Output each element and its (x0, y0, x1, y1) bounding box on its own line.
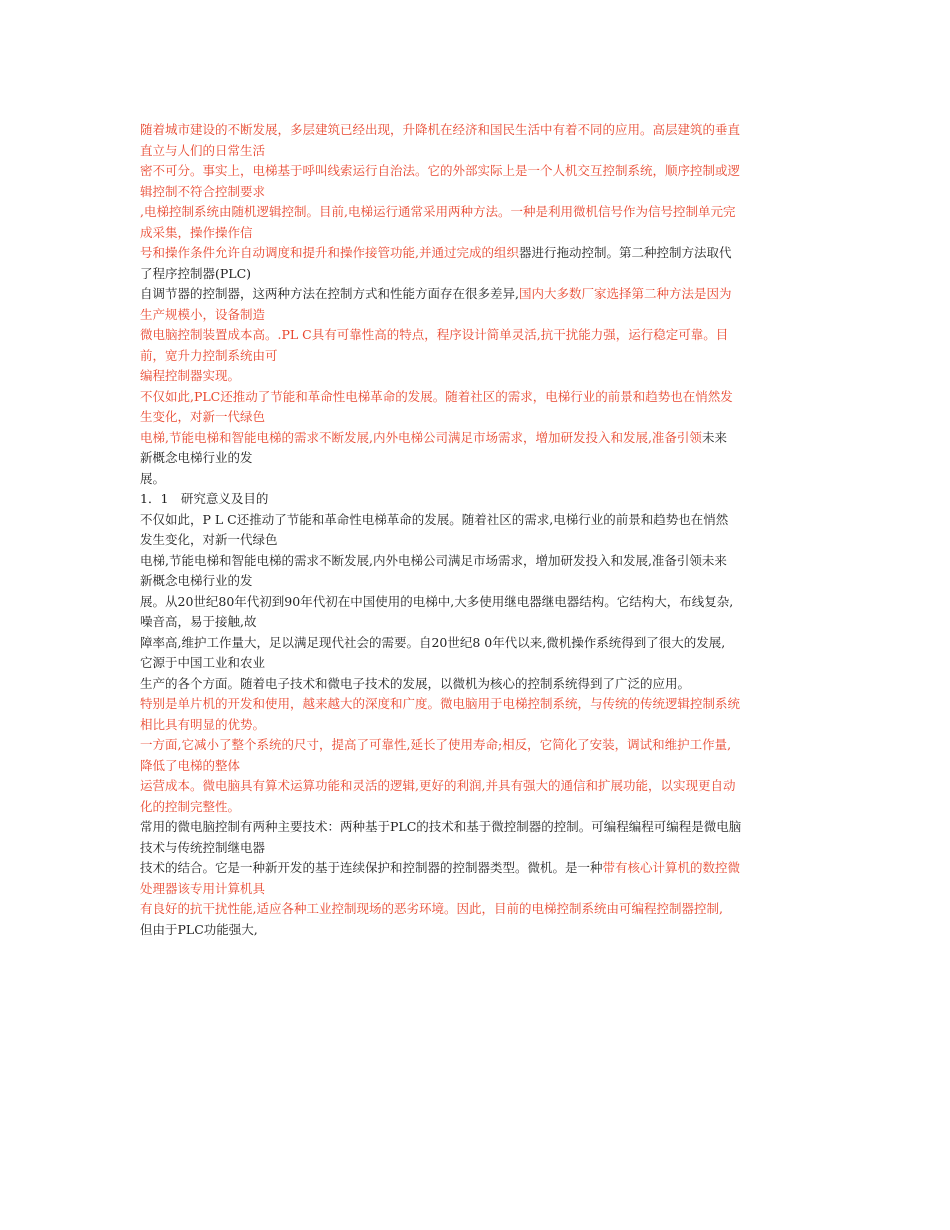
text-segment: 自调节器的控制器，这两种方法在控制方式和性能方面存在很多差异, (140, 286, 519, 301)
text-line (140, 817, 815, 838)
highlighted-text-segment: 带有核心计算机的数控微 (602, 860, 741, 875)
highlighted-text-segment: 生产规模小，设备制造 (140, 306, 266, 322)
highlighted-text-segment: 直立与人们的日常生活 (140, 142, 266, 158)
highlighted-text-segment: 一方面,它减小了整个系统的尺寸，提高了可靠性,延长了使用寿命;相反，它简化了安装，调试和维护工作量, (140, 737, 732, 752)
text-line (140, 653, 815, 674)
text-line (140, 756, 815, 777)
text-line (140, 161, 815, 182)
text-segment: 噪音高，易于接触,故 (140, 614, 257, 629)
text-line (140, 797, 815, 818)
text-line (140, 264, 815, 285)
highlighted-text-segment: 相比具有明显的优势。 (140, 716, 266, 732)
highlighted-text-segment: 微电脑控制装置成本高。.PL C具有可靠性高的特点，程序设计简单灵活,抗干扰能力强，运行稳定可靠。目 (140, 327, 729, 342)
highlighted-text-segment: 化的控制完整性。 (140, 798, 241, 814)
text-line (140, 899, 815, 920)
text-segment: 技术与传统控制继电器 (140, 839, 266, 855)
text-segment: 电梯,节能电梯和智能电梯的需求不断发展,内外电梯公司满足市场需求，增加研发投入和发展,准备引领未来 (140, 552, 727, 568)
text-line (140, 551, 815, 572)
highlighted-text-segment: ,电梯控制系统由随机逻辑控制。目前,电梯运行通常采用两种方法。一种是利用微机信号作为信号控制单元完 (140, 204, 736, 219)
highlighted-text-segment: 运营成本。微电脑具有算术运算功能和灵活的逻辑,更好的利润,并具有强大的通信和扩展功能，以实现更自动 (140, 778, 736, 793)
text-line (140, 858, 815, 879)
body-text (140, 120, 815, 940)
text-line (140, 325, 815, 346)
text-line (140, 592, 815, 613)
text-segment: 常用的微电脑控制有两种主要技术：两种基于PLC的技术和基于微控制器的控制。可编程编程可编程是微电脑 (140, 819, 742, 834)
highlighted-text-segment: 前，宽升力控制系统由可 (140, 347, 278, 363)
highlighted-text-segment: 生变化，对新一代绿色 (140, 409, 266, 424)
highlighted-text-segment: 电梯,节能电梯和智能电梯的需求不断发展,内外电梯公司满足市场需求，增加研发投入和发展,准备引领 (140, 429, 702, 445)
text-line (140, 920, 815, 941)
text-line (140, 879, 815, 900)
text-line (140, 469, 815, 490)
highlighted-text-segment: 国内大多数厂家选择第二种方法是因为 (518, 286, 732, 301)
text-segment: 展。 (140, 470, 166, 486)
text-line (140, 776, 815, 797)
text-segment: 未来 (701, 429, 727, 445)
text-line (140, 366, 815, 387)
text-line (140, 489, 815, 510)
text-line (140, 141, 815, 162)
text-segment: 器进行拖动控制。第二种控制方法取代 (518, 245, 732, 260)
text-line (140, 284, 815, 305)
text-line (140, 305, 815, 326)
text-segment: 新概念电梯行业的发 (140, 573, 253, 588)
text-segment: 发生变化，对新一代绿色 (140, 532, 278, 547)
highlighted-text-segment: 密不可分。事实上，电梯基于呼叫线索运行自治法。它的外部实际上是一个人机交互控制系统，顺序控制或逻 (140, 163, 741, 178)
text-segment: 1．1 研究意义及目的 (140, 491, 269, 506)
text-line (140, 838, 815, 859)
highlighted-text-segment: 辑控制不符合控制要求 (140, 183, 266, 199)
text-line (140, 448, 815, 469)
text-line (140, 182, 815, 203)
text-line (140, 530, 815, 551)
highlighted-text-segment: 特别是单片机的开发和使用，越来越大的深度和广度。微电脑用于电梯控制系统，与传统的传统逻辑控制系统 (140, 696, 741, 711)
text-segment: 技术的结合。它是一种新开发的基于连续保护和控制器的控制器类型。微机。是一种 (140, 860, 603, 875)
highlighted-text-segment: 成采集，操作操作信 (140, 224, 253, 240)
text-line (140, 346, 815, 367)
highlighted-text-segment: 号和操作条件允许自动调度和提升和操作接管功能,并通过完成的组织 (140, 245, 519, 260)
text-line (140, 715, 815, 736)
highlighted-text-segment: 处理器该专用计算机具 (140, 880, 266, 896)
text-segment: 障率高,维护工作量大，足以满足现代社会的需要。自20世纪8 0年代以来,微机操作系统得到了很大的发展, (140, 634, 726, 650)
text-line (140, 571, 815, 592)
text-line (140, 243, 815, 264)
text-line (140, 428, 815, 449)
text-line (140, 223, 815, 244)
highlighted-text-segment: 不仅如此,PLC还推动了节能和革命性电梯革命的发展。随着社区的需求，电梯行业的前景和趋势也在悄然发 (140, 388, 733, 404)
highlighted-text-segment: 降低了电梯的整体 (140, 757, 241, 773)
text-segment: 但由于PLC功能强大, (140, 921, 258, 937)
highlighted-text-segment: 随着城市建设的不断发展，多层建筑已经出现，升降机在经济和国民生活中有着不同的应用。高层建筑的垂直 (140, 122, 741, 137)
text-segment: 新概念电梯行业的发 (140, 450, 253, 465)
text-line (140, 120, 815, 141)
text-segment: 它源于中国工业和农业 (140, 655, 266, 670)
text-line (140, 407, 815, 428)
text-line (140, 612, 815, 633)
highlighted-text-segment: 编程控制器实现。 (140, 368, 241, 383)
text-line (140, 674, 815, 695)
text-line (140, 694, 815, 715)
text-line (140, 202, 815, 223)
text-segment: 不仅如此，P L C还推动了节能和革命性电梯革命的发展。随着社区的需求,电梯行业的前景和趋势也在悄然 (140, 511, 729, 527)
text-segment: 生产的各个方面。随着电子技术和微电子技术的发展，以微机为核心的控制系统得到了广泛的应用。 (140, 675, 691, 691)
text-segment: 了程序控制器(PLC) (140, 265, 252, 281)
text-line (140, 387, 815, 408)
highlighted-text-segment: 有良好的抗干扰性能,适应各种工业控制现场的恶劣环境。因此，目前的电梯控制系统由可编程控制器控制, (140, 901, 723, 916)
text-line (140, 510, 815, 531)
text-line (140, 735, 815, 756)
text-segment: 展。从20世纪80年代初到90年代初在中国使用的电梯中,大多使用继电器继电器结构。它结构大，布线复杂, (140, 593, 734, 609)
text-line (140, 633, 815, 654)
